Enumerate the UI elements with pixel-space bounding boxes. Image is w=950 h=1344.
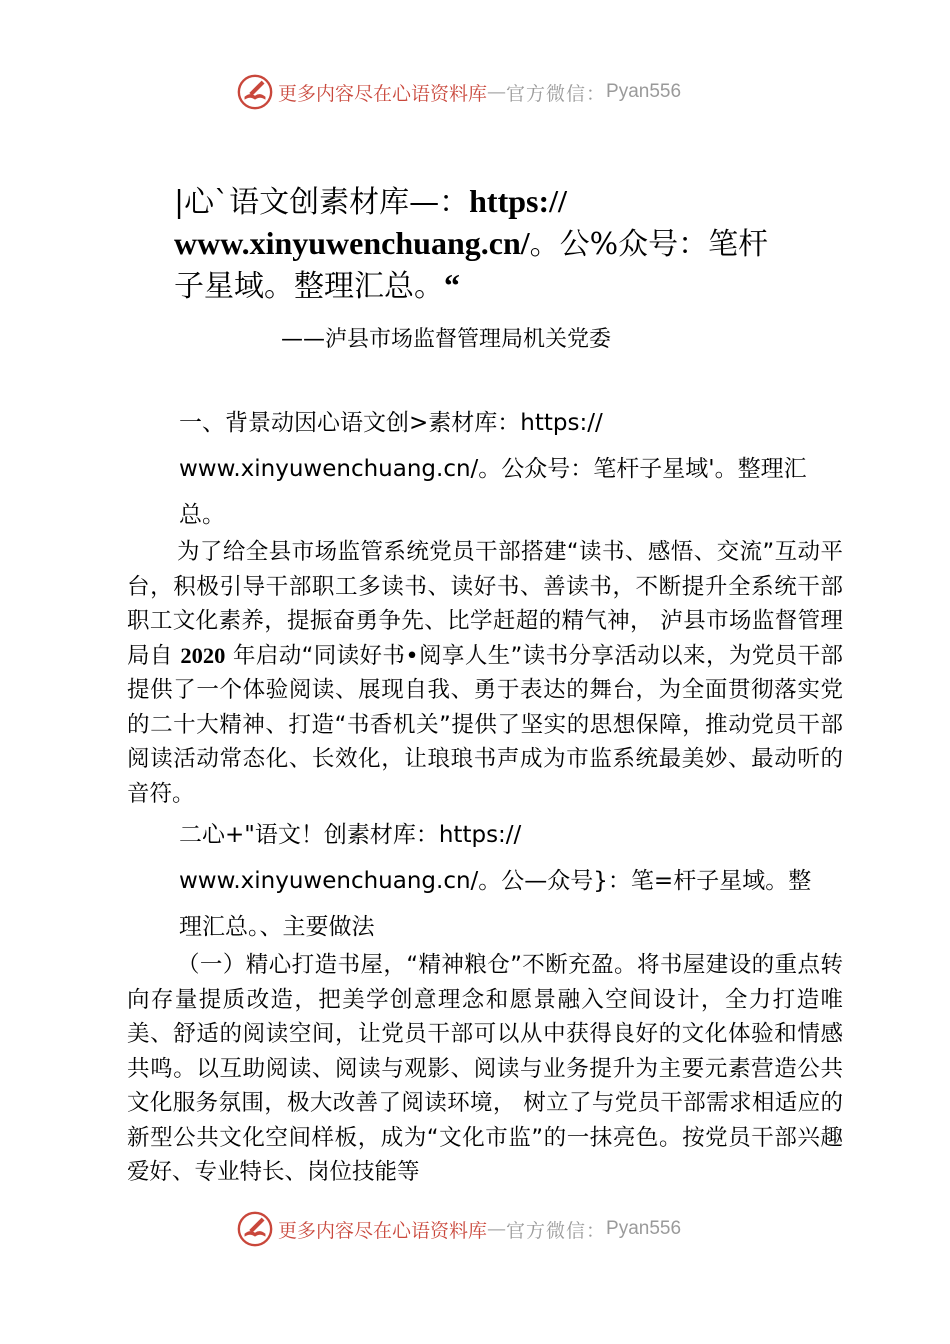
watermark-header	[236, 70, 681, 114]
paragraph-background: 为了给全县市场监管系统党员干部搭建“读书、感悟、交流”互动平台，积极引导干部职工多读书、读好书、善读书，不断提升全系统干部职工文化素养，提振奋勇争先、比学赶超的精气神， 泸县市场监督管理局自 2020 年启动“同读好书•阅享人生”读书分享活动以来，为党员干部提供了一个体验阅读、展现自我、勇于表达的舞台，为全面贯彻落实党的二十大精神、打造“书香机关”提供了坚实的思想保障，推动党员干部阅读活动常态化、长效化，让琅琅书声成为市监系统最美妙、最动听的音符。	[127, 539, 843, 807]
header-line-3: 子星域。整理汇总。“	[174, 267, 460, 304]
header-line-1: |心`语文创素材库—：https://	[174, 183, 567, 220]
watermark-wechat-label: 官方微信：	[506, 1219, 607, 1242]
watermark-wechat-id: Pyan556	[606, 1218, 682, 1239]
year-number: 2020	[180, 642, 226, 668]
section2-heading-line-2: www.xinyuwenchuang.cn/。公—众号}：笔=杆子星域。整	[179, 868, 812, 894]
watermark-wechat-label: 官方微信：	[506, 82, 607, 105]
header-url-scheme: https://	[469, 183, 567, 219]
watermark-footer	[236, 1207, 681, 1251]
section2-heading-line-1: 二心+"语文！创素材库：https://	[179, 822, 522, 848]
header-quote: “	[444, 267, 460, 303]
watermark-title: 更多内容尽在心语资料库	[278, 1219, 488, 1242]
paragraph-practice-1: （一）精心打造书屋，“精神粮仓”不断充盈。将书屋建设的重点转向存量提质改造，把美学创意理念和愿景融入空间设计，全力打造唯美、舒适的阅读空间，让党员干部可以从中获得良好的文化体验和情感共鸣。以互助阅读、阅读与观影、阅读与业务提升为主要元素营造公共文化服务氛围，极大改善了阅读环境， 树立了与党员干部需求相适应的新型公共文化空间样板，成为“文化市监”的一抹亮色。按党员干部兴趣爱好、专业特长、岗位技能等	[127, 952, 843, 1185]
section1-heading-line-1: 一、背景动因心语文创>素材库：https://	[179, 410, 603, 436]
section2-heading-line-3: 理汇总。、主要做法	[179, 914, 375, 940]
header-url-domain: www.xinyuwenchuang.cn/	[174, 225, 530, 261]
watermark-wechat-id: Pyan556	[606, 81, 682, 102]
watermark-separator: —	[487, 1218, 507, 1240]
watermark-separator: —	[487, 81, 507, 103]
section1-heading-line-3: 总。	[179, 502, 225, 528]
book-pen-logo-icon	[236, 73, 274, 111]
section1-heading-line-2: www.xinyuwenchuang.cn/。公众号：笔杆子星域'。整理汇	[179, 456, 807, 482]
watermark-title: 更多内容尽在心语资料库	[278, 82, 488, 105]
document-subtitle: ——泸县市场监督管理局机关党委	[281, 327, 612, 352]
book-pen-logo-icon	[236, 1210, 274, 1248]
document-header	[174, 181, 854, 307]
header-line-2: www.xinyuwenchuang.cn/。公%众号：笔杆	[174, 225, 769, 262]
